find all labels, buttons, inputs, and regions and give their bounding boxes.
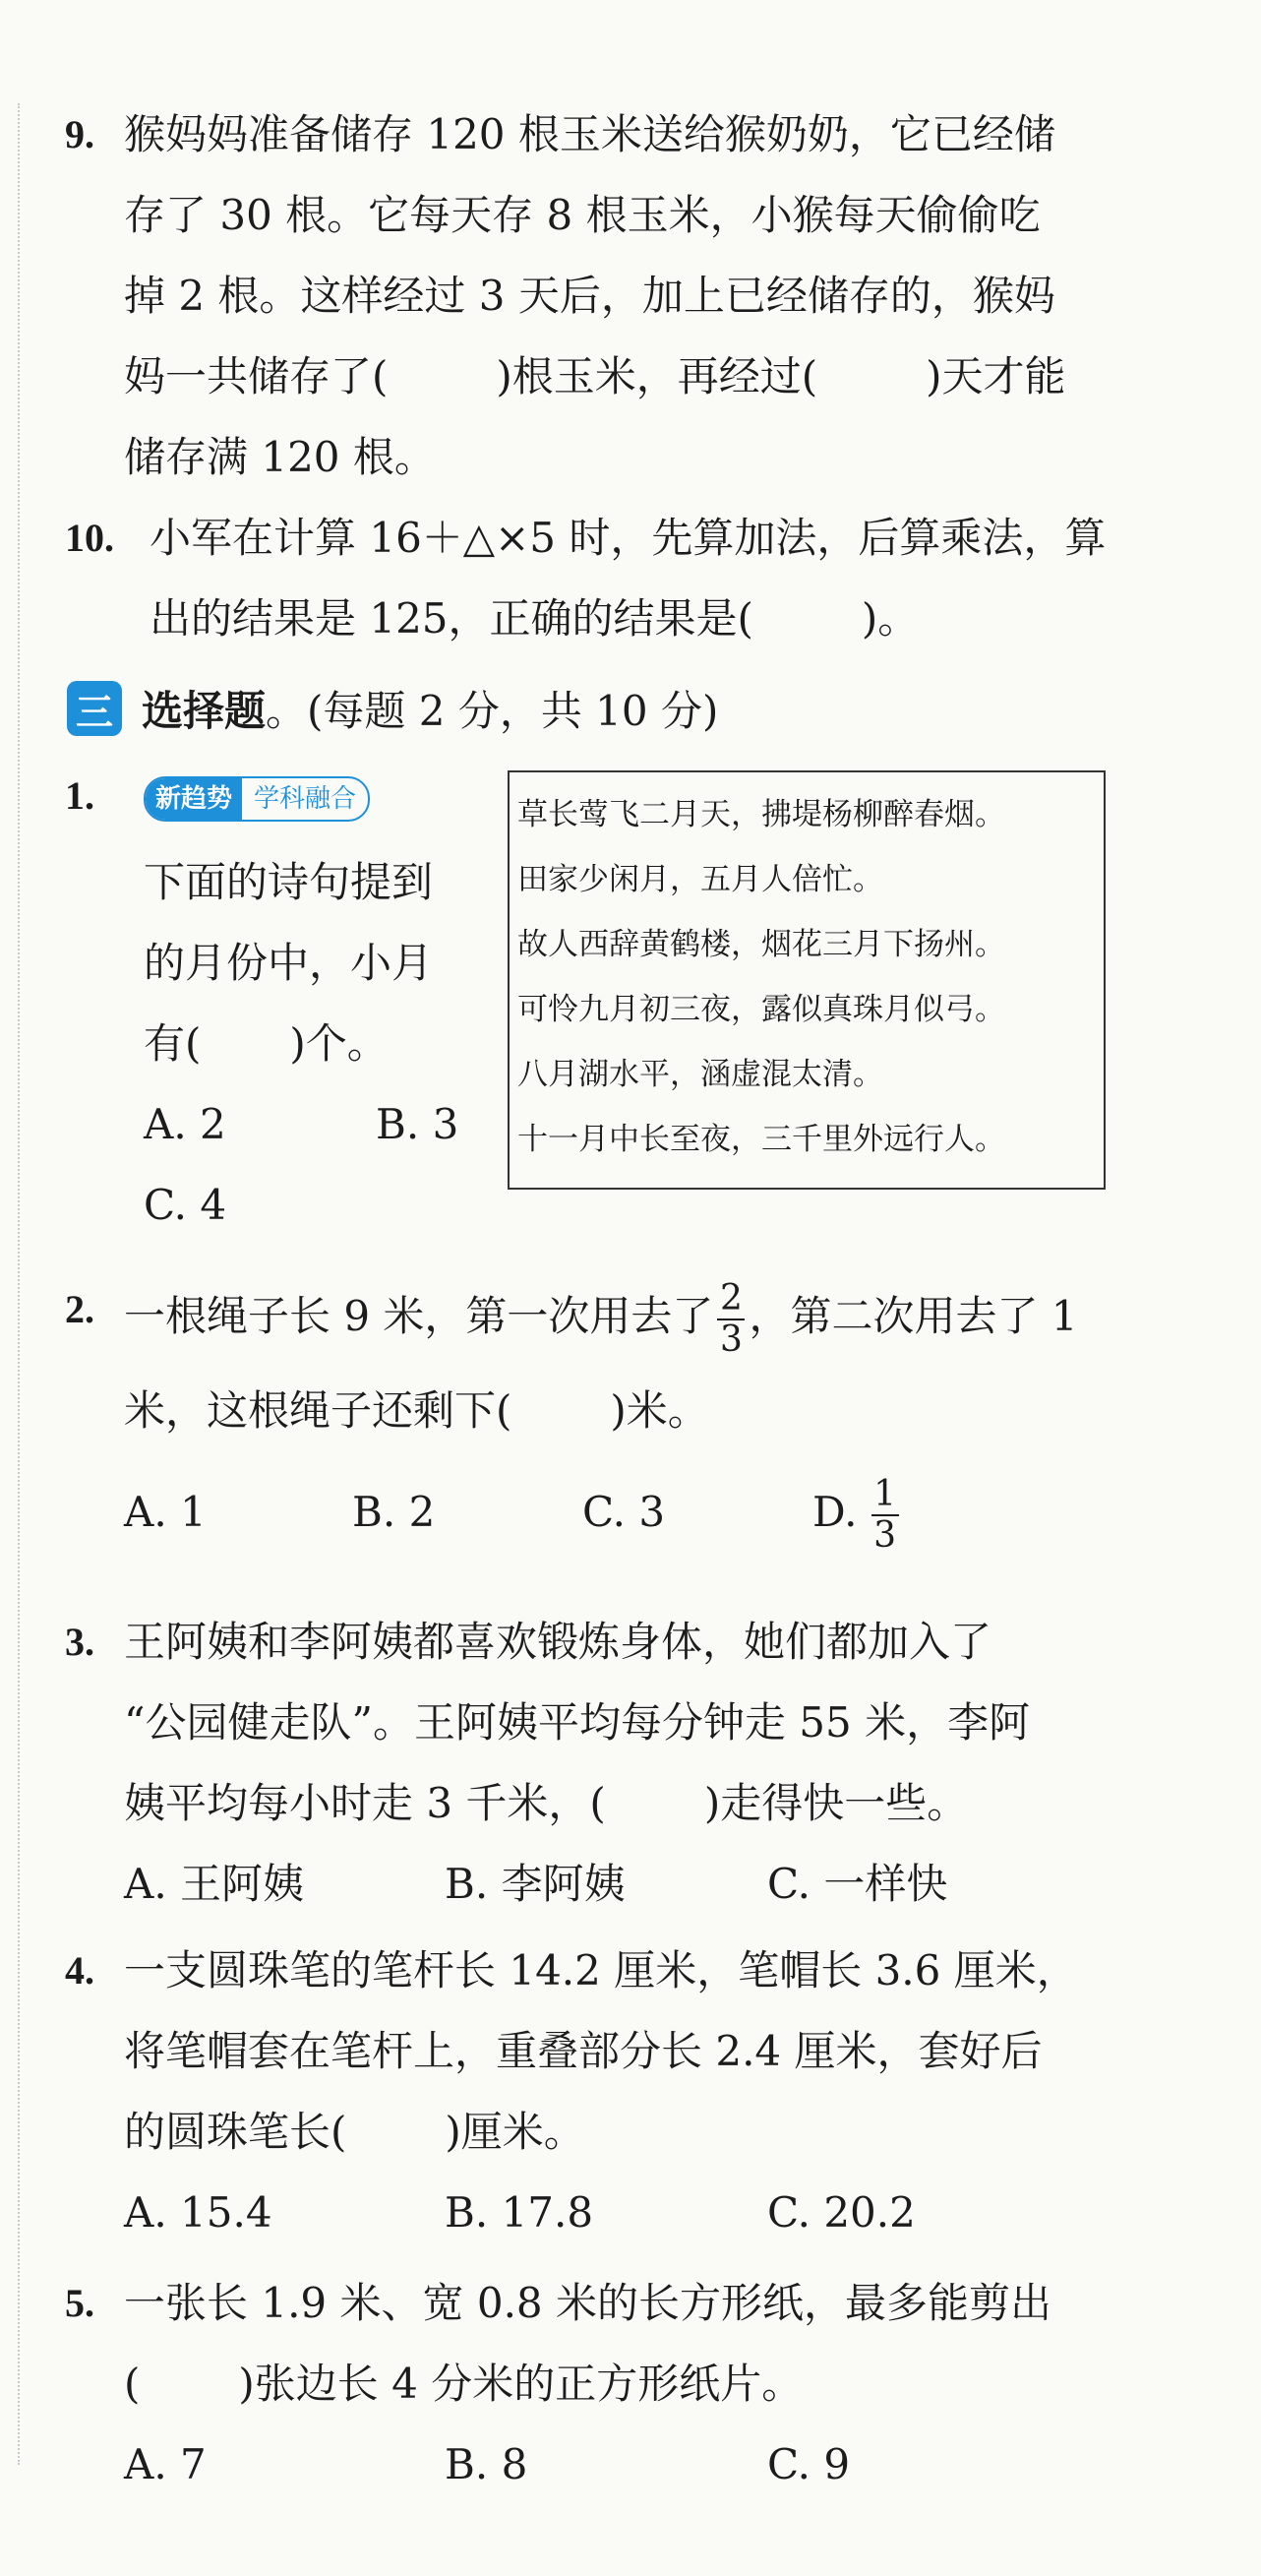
option-b[interactable]: B. 17.8 (445, 2188, 594, 2237)
choice-question-4 (65, 1931, 1121, 2253)
option-a[interactable]: A. 15.4 (124, 2188, 272, 2237)
options-row (144, 1084, 502, 1165)
question-text-line: 米，这根绳子还剩下( )米。 (124, 1386, 709, 1435)
option-a[interactable]: A. 7 (124, 2440, 207, 2488)
options-row (144, 1165, 502, 1246)
question-text-line: 小军在计算 16＋△×5 时，先算加法，后算乘法，算 (150, 514, 1107, 562)
question-number: 5. (65, 2281, 94, 2325)
question-text-line: “公园健走队”。王阿姨平均每分钟走 55 米，李阿 (124, 1698, 1031, 1747)
question-text-line: 有( )个。 (144, 1019, 389, 1068)
question-text-line: 出的结果是 125，正确的结果是( )。 (150, 594, 920, 643)
tag-subject-fusion: 学科融合 (254, 784, 357, 814)
option-b[interactable]: B. 李阿姨 (445, 1860, 626, 1908)
poem-box (508, 770, 1106, 1190)
question-number: 10. (65, 516, 114, 560)
fraction: $\frac{2}{3}$ (717, 1279, 745, 1360)
option-a[interactable]: A. 1 (124, 1488, 207, 1536)
poem-line: 八月湖水平，涵虚混太清。 (517, 1057, 883, 1092)
options-row (124, 2173, 1121, 2253)
option-c[interactable]: C. 一样快 (767, 1860, 948, 1908)
question-text-line: 一张长 1.9 米、宽 0.8 米的长方形纸，最多能剪出 (124, 2279, 1051, 2327)
option-b[interactable]: B. 3 (376, 1100, 459, 1148)
question-text-line: 猴妈妈准备储存 120 根玉米送给猴奶奶，它已经储 (124, 110, 1055, 158)
options-row (124, 1458, 1121, 1566)
choice-question-1 (65, 756, 502, 1246)
question-text-line: 一支圆珠笔的笔杆长 14.2 厘米，笔帽长 3.6 厘米， (124, 1946, 1078, 1994)
options-row (124, 2424, 1121, 2505)
question-10 (65, 498, 1121, 659)
question-text-line: 掉 2 根。这样经过 3 天后，加上已经储存的，猴妈 (124, 272, 1055, 320)
question-text-line: 的月份中，小月 (144, 939, 434, 987)
poem-line: 草长莺飞二月天，拂堤杨柳醉春烟。 (517, 797, 1005, 832)
option-c[interactable]: C. 20.2 (767, 2188, 916, 2237)
fraction: $\frac{1}{3}$ (871, 1475, 899, 1556)
poem-line: 故人西辞黄鹤楼，烟花三月下扬州。 (517, 927, 1005, 962)
poem-line: 可怜九月初三夜，露似真珠月似弓。 (517, 992, 1005, 1027)
question-text-line: 一根绳子长 9 米，第一次用去了 $\frac{2}{3}$ ，第二次用去了 1 (124, 1278, 1078, 1360)
poem-line: 十一月中长至夜，三千里外远行人。 (517, 1122, 1005, 1157)
question-text-line: 王阿姨和李阿姨都喜欢锻炼身体，她们都加入了 (124, 1618, 992, 1666)
topic-tag (144, 776, 370, 822)
section-title: 选择题 (142, 687, 267, 735)
section-header (67, 674, 718, 743)
option-a[interactable]: A. 2 (144, 1100, 226, 1148)
question-text-line: 储存满 120 根。 (124, 433, 436, 481)
option-b[interactable]: B. 8 (445, 2440, 528, 2488)
question-text-line: 的圆珠笔长( )厘米。 (124, 2108, 585, 2156)
question-number: 4. (65, 1948, 94, 1993)
choice-question-5 (65, 2263, 1121, 2505)
question-number: 9. (65, 112, 94, 156)
option-c[interactable]: C. 9 (767, 2440, 851, 2488)
question-number: 2. (65, 1287, 94, 1331)
question-number: 1. (65, 773, 94, 818)
option-c[interactable]: C. 4 (144, 1181, 227, 1229)
option-a[interactable]: A. 王阿姨 (124, 1860, 305, 1908)
choice-question-3 (65, 1602, 1121, 1925)
section-number-badge: 三 (67, 681, 122, 736)
question-text-line: 姨平均每小时走 3 千米，( )走得快一些。 (124, 1779, 969, 1827)
options-row (124, 1844, 1121, 1925)
question-text-line: ( )张边长 4 分米的正方形纸片。 (124, 2360, 804, 2408)
option-d[interactable]: D. $\frac{1}{3}$ (812, 1472, 903, 1556)
question-text-line: 存了 30 根。它每天存 8 根玉米，小猴每天偷偷吃 (124, 191, 1041, 239)
section-note: 。(每题 2 分，共 10 分) (266, 687, 719, 735)
tag-new-trend: 新趋势 (146, 778, 242, 820)
poem-line: 田家少闲月，五月人倍忙。 (517, 862, 883, 897)
question-text-line: 将笔帽套在笔杆上，重叠部分长 2.4 厘米，套好后 (124, 2027, 1043, 2075)
option-c[interactable]: C. 3 (582, 1488, 666, 1536)
question-9 (65, 94, 1121, 498)
option-b[interactable]: B. 2 (352, 1488, 436, 1536)
choice-question-2 (65, 1269, 1121, 1566)
question-text-line: 下面的诗句提到 (144, 858, 434, 906)
question-text-line: 妈一共储存了( )根玉米，再经过( )天才能 (124, 352, 1066, 400)
question-number: 3. (65, 1620, 94, 1664)
